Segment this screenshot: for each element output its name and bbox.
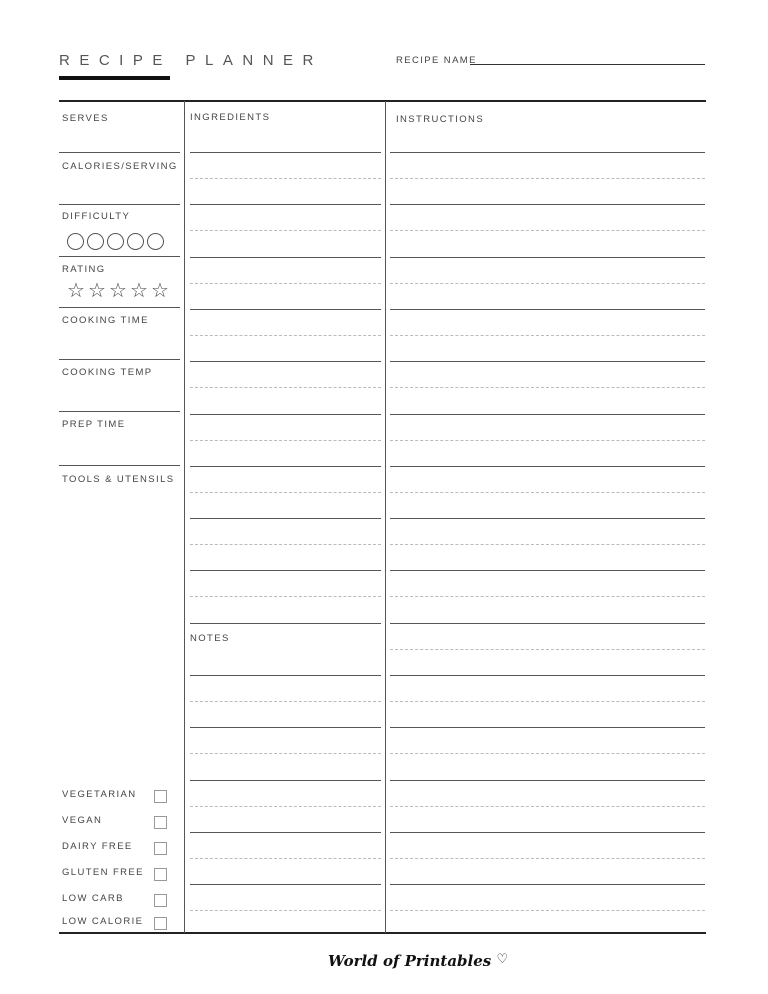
cooking-time-label: COOKING TIME <box>62 315 149 326</box>
cooking-temp-label: COOKING TEMP <box>62 367 153 378</box>
ingredient-dotted-line <box>190 440 381 441</box>
instruction-dotted-line <box>390 858 705 859</box>
ingredient-line[interactable] <box>190 361 381 362</box>
difficulty-circle-icon[interactable] <box>87 233 104 250</box>
ingredient-line[interactable] <box>190 570 381 571</box>
ingredient-line[interactable] <box>190 623 381 624</box>
ingredient-dotted-line <box>190 596 381 597</box>
ingredient-line[interactable] <box>190 466 381 467</box>
ingredient-line[interactable] <box>190 414 381 415</box>
ingredient-dotted-line <box>190 701 381 702</box>
instruction-line[interactable] <box>390 204 705 205</box>
difficulty-circle-icon[interactable] <box>107 233 124 250</box>
star-icon[interactable]: ☆ <box>67 280 85 302</box>
section-divider <box>59 256 180 257</box>
heart-icon: ♡ <box>496 952 509 967</box>
instruction-line[interactable] <box>390 361 705 362</box>
instruction-line[interactable] <box>390 884 705 885</box>
diet-checkbox[interactable] <box>154 842 167 855</box>
instruction-dotted-line <box>390 753 705 754</box>
ingredient-dotted-line <box>190 230 381 231</box>
instruction-dotted-line <box>390 910 705 911</box>
diet-checkbox[interactable] <box>154 790 167 803</box>
section-divider <box>59 307 180 308</box>
instruction-dotted-line <box>390 544 705 545</box>
diet-checkbox[interactable] <box>154 894 167 907</box>
diet-option-label: DAIRY FREE <box>62 841 133 852</box>
instruction-line[interactable] <box>390 414 705 415</box>
instruction-line[interactable] <box>390 675 705 676</box>
ingredients-label: INGREDIENTS <box>190 112 271 123</box>
instruction-dotted-line <box>390 230 705 231</box>
instructions-label: INSTRUCTIONS <box>396 114 485 125</box>
calories-label: CALORIES/SERVING <box>62 161 178 172</box>
instruction-line[interactable] <box>390 466 705 467</box>
instruction-line[interactable] <box>390 727 705 728</box>
title-underline <box>59 76 170 80</box>
instruction-dotted-line <box>390 178 705 179</box>
instruction-line[interactable] <box>390 257 705 258</box>
ingredient-dotted-line <box>190 544 381 545</box>
diet-option-label: VEGETARIAN <box>62 789 137 800</box>
ingredient-dotted-line <box>190 492 381 493</box>
difficulty-circle-icon[interactable] <box>67 233 84 250</box>
diet-option-label: LOW CALORIE <box>62 916 144 927</box>
ingredient-dotted-line <box>190 178 381 179</box>
instruction-line[interactable] <box>390 832 705 833</box>
star-icon[interactable]: ☆ <box>109 280 127 302</box>
serves-label: SERVES <box>62 113 109 124</box>
ingredient-dotted-line <box>190 283 381 284</box>
instruction-dotted-line <box>390 649 705 650</box>
ingredient-line[interactable] <box>190 309 381 310</box>
diet-option-label: LOW CARB <box>62 893 124 904</box>
section-divider <box>59 204 180 205</box>
instruction-dotted-line <box>390 596 705 597</box>
recipe-name-field[interactable] <box>470 64 705 65</box>
brand-logo <box>328 952 508 970</box>
ingredient-line[interactable] <box>190 727 381 728</box>
difficulty-circle-icon[interactable] <box>127 233 144 250</box>
column-divider <box>385 101 386 933</box>
ingredient-line[interactable] <box>190 152 381 153</box>
notes-label: NOTES <box>190 633 230 644</box>
diet-option-label: GLUTEN FREE <box>62 867 144 878</box>
section-divider <box>59 465 180 466</box>
page-title: RECIPE PLANNER <box>59 52 323 69</box>
instruction-dotted-line <box>390 806 705 807</box>
top-border <box>59 100 706 102</box>
ingredient-line[interactable] <box>190 204 381 205</box>
brand-text: World of Printables <box>328 952 492 970</box>
instruction-dotted-line <box>390 335 705 336</box>
star-icon[interactable]: ☆ <box>151 280 169 302</box>
column-divider <box>184 101 185 933</box>
star-icon[interactable]: ☆ <box>130 280 148 302</box>
instruction-line[interactable] <box>390 623 705 624</box>
star-icon[interactable]: ☆ <box>88 280 106 302</box>
section-divider <box>59 411 180 412</box>
instruction-line[interactable] <box>390 780 705 781</box>
ingredient-line[interactable] <box>190 518 381 519</box>
instruction-dotted-line <box>390 701 705 702</box>
recipe-name-label: RECIPE NAME <box>396 55 477 66</box>
ingredient-dotted-line <box>190 806 381 807</box>
difficulty-label: DIFFICULTY <box>62 211 131 222</box>
instruction-dotted-line <box>390 387 705 388</box>
instruction-line[interactable] <box>390 570 705 571</box>
ingredient-dotted-line <box>190 858 381 859</box>
ingredient-dotted-line <box>190 387 381 388</box>
instruction-dotted-line <box>390 492 705 493</box>
instruction-dotted-line <box>390 283 705 284</box>
ingredient-line[interactable] <box>190 675 381 676</box>
ingredient-line[interactable] <box>190 780 381 781</box>
ingredient-line[interactable] <box>190 257 381 258</box>
bottom-border <box>59 932 706 934</box>
rating-stars <box>67 281 172 302</box>
instruction-dotted-line <box>390 440 705 441</box>
section-divider <box>59 152 180 153</box>
difficulty-circle-icon[interactable] <box>147 233 164 250</box>
ingredient-dotted-line <box>190 753 381 754</box>
diet-checkbox[interactable] <box>154 868 167 881</box>
instruction-line[interactable] <box>390 518 705 519</box>
ingredient-line[interactable] <box>190 884 381 885</box>
instruction-line[interactable] <box>390 309 705 310</box>
ingredient-dotted-line <box>190 910 381 911</box>
prep-time-label: PREP TIME <box>62 419 126 430</box>
diet-checkbox[interactable] <box>154 917 167 930</box>
diet-checkbox[interactable] <box>154 816 167 829</box>
tools-label: TOOLS & UTENSILS <box>62 474 175 485</box>
ingredient-line[interactable] <box>190 832 381 833</box>
ingredient-dotted-line <box>190 335 381 336</box>
difficulty-circles <box>67 233 167 255</box>
section-divider <box>59 359 180 360</box>
instruction-line[interactable] <box>390 152 705 153</box>
rating-label: RATING <box>62 264 106 275</box>
diet-option-label: VEGAN <box>62 815 103 826</box>
